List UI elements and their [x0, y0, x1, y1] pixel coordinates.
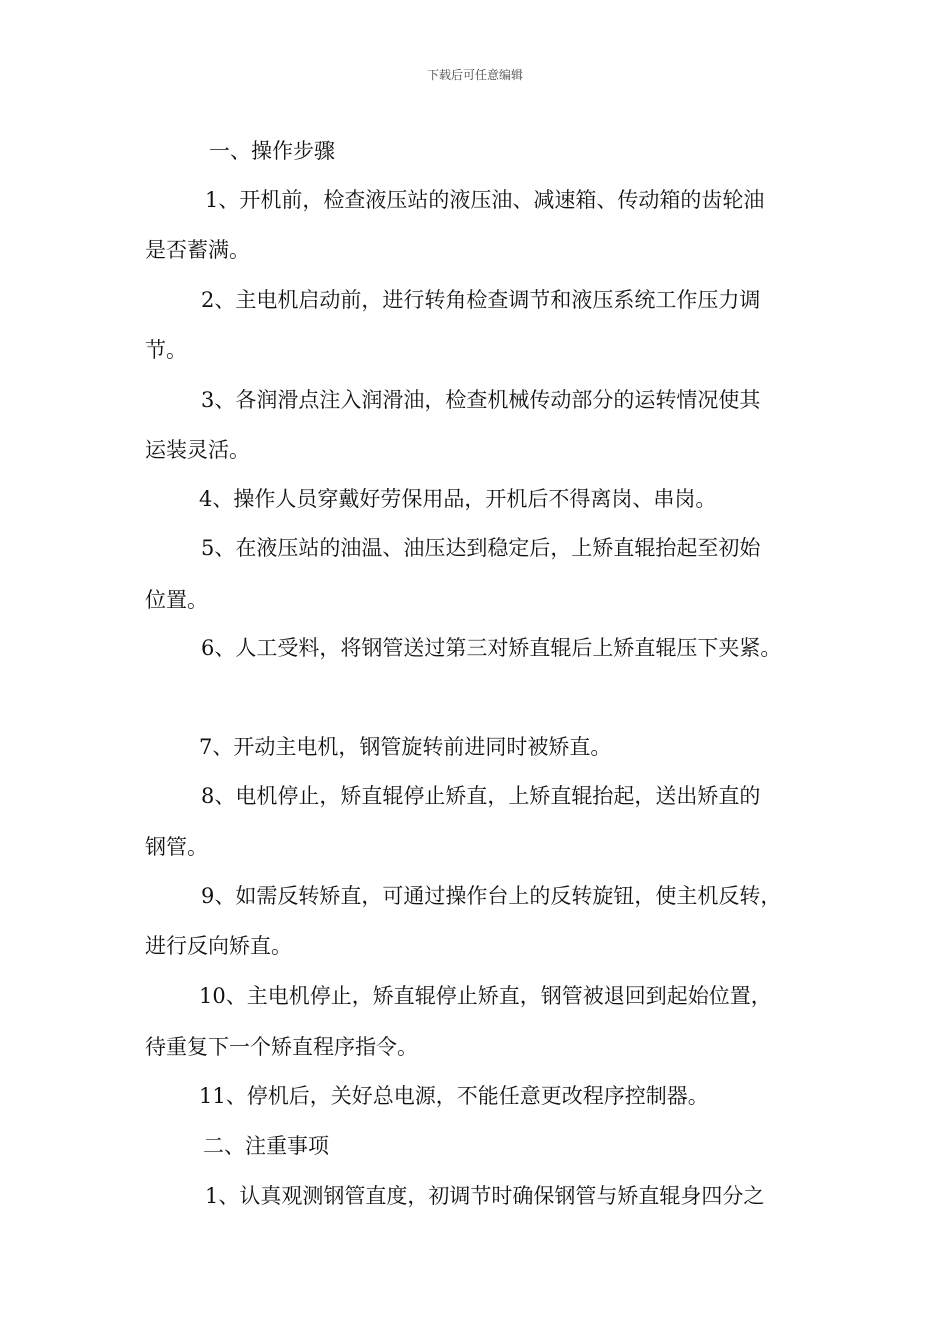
- text-line: 9、如需反转矫直，可通过操作台上的反转旋钮，使主机反转，: [201, 884, 782, 908]
- section-heading-2: 二、注重事项: [203, 1134, 329, 1158]
- text-line: 节。: [145, 338, 187, 362]
- section-heading-1: 一、操作步骤: [209, 139, 335, 163]
- text-line: 10、主电机停止，矫直辊停止矫直，钢管被退回到起始位置，: [199, 984, 772, 1008]
- text-line: 7、开动主电机，钢管旋转前进同时被矫直。: [199, 735, 612, 759]
- text-line: 1、认真观测钢管直度，初调节时确保钢管与矫直辊身四分之: [205, 1184, 765, 1208]
- page-header: 下载后可任意编辑: [426, 68, 523, 82]
- text-line: 待重复下一个矫直程序指令。: [145, 1035, 418, 1059]
- text-line: 钢管。: [145, 835, 208, 859]
- text-line: 位置。: [145, 588, 208, 612]
- text-line: 1、开机前，检查液压站的液压油、减速箱、传动箱的齿轮油: [205, 188, 765, 212]
- text-line: 运装灵活。: [145, 438, 250, 462]
- text-line: 6、人工受料，将钢管送过第三对矫直辊后上矫直辊压下夹紧。: [201, 636, 782, 660]
- text-line: 11、停机后，关好总电源，不能任意更改程序控制器。: [199, 1084, 709, 1108]
- text-line: 是否蓄满。: [145, 238, 250, 262]
- text-line: 8、电机停止，矫直辊停止矫直，上矫直辊抬起，送出矫直的: [201, 784, 761, 808]
- text-line: 4、操作人员穿戴好劳保用品，开机后不得离岗、串岗。: [199, 487, 717, 511]
- text-line: 进行反向矫直。: [145, 934, 292, 958]
- text-line: 5、在液压站的油温、油压达到稳定后，上矫直辊抬起至初始: [201, 536, 761, 560]
- text-line: 2、主电机启动前，进行转角检查调节和液压系统工作压力调: [201, 288, 761, 312]
- text-line: 3、各润滑点注入润滑油，检查机械传动部分的运转情况使其: [201, 388, 761, 412]
